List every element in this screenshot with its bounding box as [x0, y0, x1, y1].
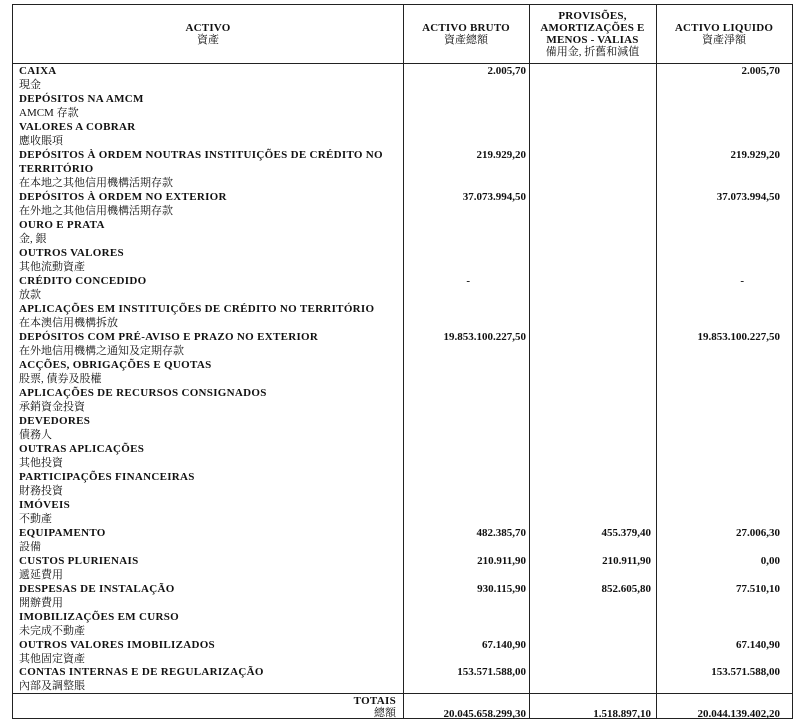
total-activo-liquido: 20.044.139.402,20 [697, 708, 780, 720]
header-activo-zh: 資產 [197, 34, 219, 46]
row-label-zh: 應收賬項 [19, 135, 63, 147]
cell-activo-liquido: 19.853.100.227,50 [697, 331, 780, 343]
header-provisoes [529, 5, 656, 63]
table-row [13, 246, 792, 274]
cell-activo-bruto: 67.140,90 [482, 639, 526, 651]
table-row [13, 498, 792, 526]
row-label-zh: 在本地之其他信用機構活期存款 [19, 177, 173, 189]
row-label-zh: 設備 [19, 541, 41, 553]
row-label-pt: IMÓVEIS [19, 499, 70, 511]
cell-activo-liquido: 0,00 [760, 555, 780, 567]
table-row [13, 638, 792, 666]
cell-activo-bruto: 930.115,90 [477, 583, 526, 595]
header-activo-liquido [656, 5, 792, 63]
row-label-pt: CAIXA [19, 65, 57, 77]
cell-provisoes: 852.605,80 [601, 583, 651, 595]
row-label-pt: ACÇÕES, OBRIGAÇÕES E QUOTAS [19, 359, 212, 371]
row-label-zh: 現金 [19, 79, 41, 91]
header-liquido-pt: ACTIVO LIQUIDO [674, 22, 774, 34]
table-row [13, 358, 792, 386]
row-label-zh: 承銷資金投資 [19, 401, 85, 413]
row-label-zh: 金, 銀 [19, 233, 47, 245]
row-label-zh: 其他固定資產 [19, 653, 85, 665]
table-row [13, 582, 792, 610]
row-label-pt: DEPÓSITOS À ORDEM NO EXTERIOR [19, 191, 227, 203]
balance-sheet-table [12, 4, 793, 719]
cell-provisoes: 210.911,90 [602, 555, 651, 567]
table-row [13, 386, 792, 414]
row-label-pt: DEPÓSITOS À ORDEM NOUTRAS INSTITUIÇÕES DE CRÉDITO NO TERRITÓRIO [19, 149, 383, 175]
table-row [13, 120, 792, 148]
header-bruto-pt: ACTIVO BRUTO [422, 22, 510, 34]
cell-activo-bruto: 19.853.100.227,50 [443, 331, 526, 343]
cell-activo-bruto: - [466, 275, 470, 287]
row-label-zh: 不動產 [19, 513, 52, 525]
table-row [13, 64, 792, 92]
cell-activo-liquido: 27.006,30 [736, 527, 780, 539]
row-label-pt: PARTICIPAÇÕES FINANCEIRAS [19, 471, 195, 483]
row-label-pt: CRÉDITO CONCEDIDO [19, 275, 147, 287]
table-row [13, 218, 792, 246]
row-label-zh: AMCM 存款 [19, 107, 79, 119]
table-row [13, 470, 792, 498]
header-provisoes-zh: 備用金, 折舊和減值 [545, 46, 640, 58]
row-label-pt: DEPÓSITOS COM PRÉ-AVISO E PRAZO NO EXTERIOR [19, 331, 319, 343]
cell-activo-bruto: 153.571.588,00 [457, 666, 526, 678]
header-activo [13, 5, 403, 63]
row-label-pt: IMOBILIZAÇÕES EM CURSO [19, 611, 180, 623]
header-provisoes-pt3: MENOS - VALIAS [546, 34, 639, 46]
row-label-zh: 債務人 [19, 429, 52, 441]
table-row [13, 274, 792, 302]
cell-activo-bruto: 210.911,90 [477, 555, 526, 567]
total-provisoes: 1.518.897,10 [593, 708, 651, 720]
totals-row [13, 693, 792, 720]
table-row [13, 610, 792, 638]
row-label-zh: 在外地信用機構之通知及定期存款 [19, 345, 184, 357]
row-label-pt: VALORES A COBRAR [19, 121, 136, 133]
totals-label [354, 695, 396, 719]
table-row [13, 526, 792, 554]
row-label-pt: EQUIPAMENTO [19, 527, 106, 539]
row-label-pt: DESPESAS DE INSTALAÇÃO [19, 583, 175, 595]
header-provisoes-pt1: PROVISÕES, [558, 10, 627, 22]
header-provisoes-pt2: AMORTIZAÇÕES E [540, 22, 645, 34]
row-label-pt: OURO E PRATA [19, 219, 105, 231]
cell-activo-liquido: 219.929,20 [730, 149, 780, 161]
header-activo-bruto [403, 5, 529, 63]
row-label-zh: 在本澳信用機構拆放 [19, 317, 118, 329]
cell-activo-liquido: 153.571.588,00 [711, 666, 780, 678]
header-bruto-zh: 資產總額 [444, 34, 488, 46]
row-label-zh: 未完成不動產 [19, 625, 85, 637]
header-liquido-zh: 資產淨額 [702, 34, 746, 46]
table-row [13, 414, 792, 442]
row-label-pt: OUTROS VALORES [19, 247, 124, 259]
totals-label-zh: 總額 [374, 707, 396, 719]
table-row [13, 190, 792, 218]
total-activo-bruto: 20.045.658.299,30 [443, 708, 526, 720]
row-label-zh: 其他流動資產 [19, 261, 85, 273]
row-label-pt: CONTAS INTERNAS E DE REGULARIZAÇÃO [19, 666, 264, 678]
row-label-zh: 在外地之其他信用機構活期存款 [19, 205, 173, 217]
cell-activo-bruto: 2.005,70 [487, 65, 526, 77]
cell-activo-liquido: 77.510,10 [736, 583, 780, 595]
row-label-zh: 其他投資 [19, 457, 63, 469]
cell-provisoes: 455.379,40 [601, 527, 651, 539]
row-label-pt: OUTRAS APLICAÇÕES [19, 443, 145, 455]
row-label-pt: OUTROS VALORES IMOBILIZADOS [19, 639, 215, 651]
cell-activo-bruto: 482.385,70 [476, 527, 526, 539]
row-label-zh: 開辦費用 [19, 597, 63, 609]
row-label-pt: APLICAÇÕES DE RECURSOS CONSIGNADOS [19, 387, 267, 399]
row-label-zh: 內部及調整賬 [19, 680, 85, 692]
table-row [13, 330, 792, 358]
row-label-pt: DEVEDORES [19, 415, 91, 427]
table-row [13, 665, 792, 693]
row-label-pt: APLICAÇÕES EM INSTITUIÇÕES DE CRÉDITO NO TERRITÓRIO [19, 303, 375, 315]
row-label-pt: DEPÓSITOS NA AMCM [19, 93, 144, 105]
row-label-pt: CUSTOS PLURIENAIS [19, 555, 139, 567]
row-label-zh: 財務投資 [19, 485, 63, 497]
table-row [13, 442, 792, 470]
cell-activo-liquido: 37.073.994,50 [716, 191, 780, 203]
cell-activo-liquido: 67.140,90 [736, 639, 780, 651]
header-activo-pt: ACTIVO [185, 22, 231, 34]
table-row [13, 92, 792, 120]
table-row [13, 302, 792, 330]
row-label-zh: 放款 [19, 289, 41, 301]
cell-activo-bruto: 219.929,20 [476, 149, 526, 161]
cell-activo-liquido: - [740, 275, 744, 287]
totals-label-pt: TOTAIS [353, 695, 396, 707]
table-row [13, 554, 792, 582]
cell-activo-bruto: 37.073.994,50 [462, 191, 526, 203]
row-label-zh: 股票, 債券及股權 [19, 373, 102, 385]
table-row [13, 148, 792, 190]
cell-activo-liquido: 2.005,70 [741, 65, 780, 77]
row-label-zh: 遞延費用 [19, 569, 63, 581]
